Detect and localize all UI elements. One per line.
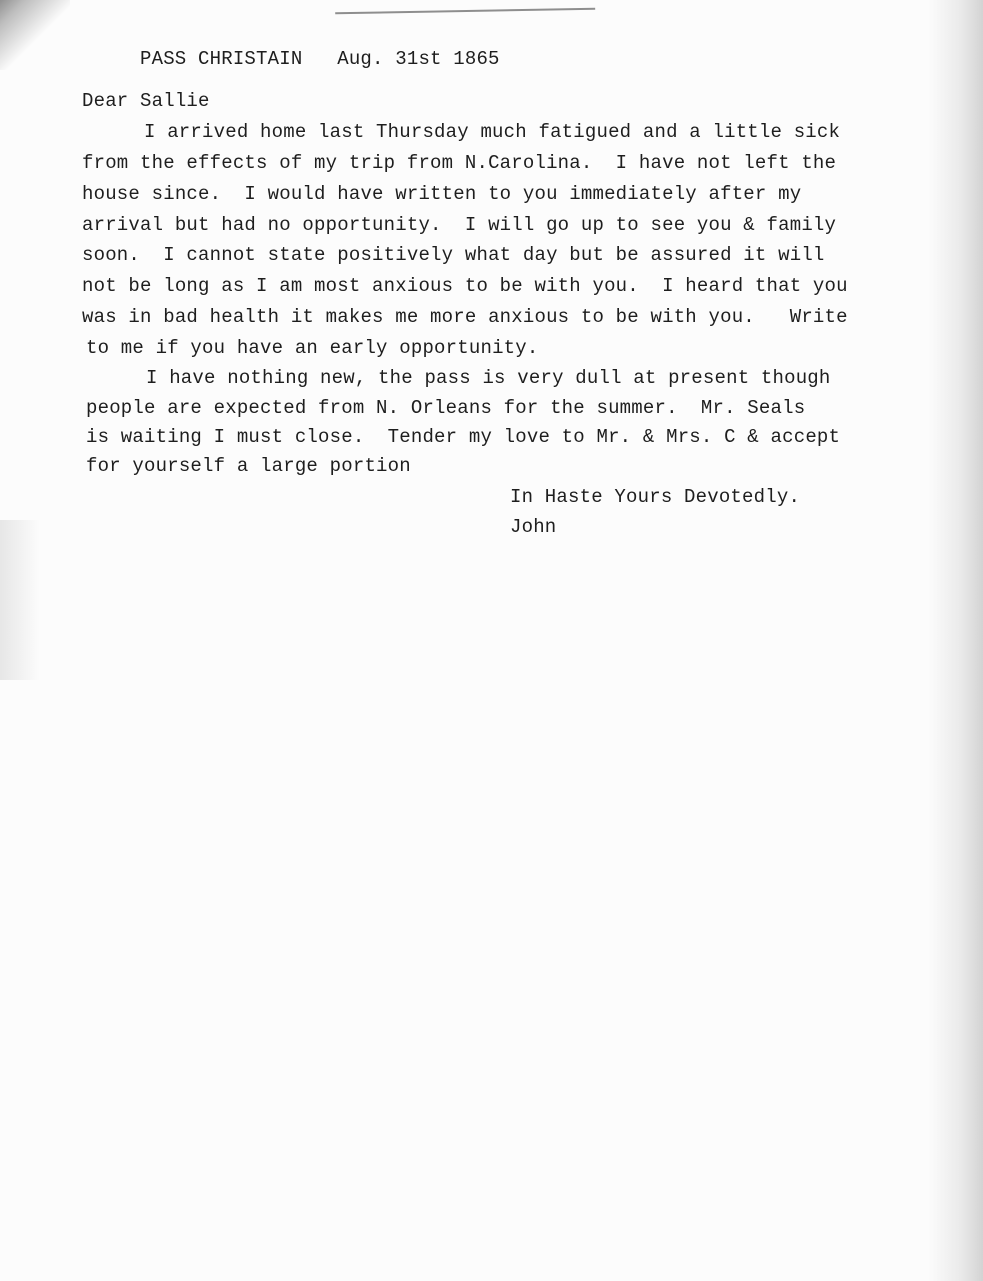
paragraph-1-line: not be long as I am most anxious to be with you. I heard that you bbox=[82, 275, 848, 297]
paragraph-2-line: is waiting I must close. Tender my love to Mr. & Mrs. C & accept bbox=[86, 426, 841, 448]
paragraph-1-line: to me if you have an early opportunity. bbox=[86, 337, 539, 359]
letter-dateline: PASS CHRISTAIN Aug. 31st 1865 bbox=[140, 48, 500, 70]
paragraph-1-line: I arrived home last Thursday much fatigued and a little sick bbox=[144, 121, 841, 143]
paragraph-2-line: for yourself a large portion bbox=[86, 455, 411, 477]
paragraph-1-line: soon. I cannot state positively what day but be assured it will bbox=[82, 244, 825, 266]
letter-closing: In Haste Yours Devotedly. bbox=[510, 486, 801, 508]
paragraph-2-line: people are expected from N. Orleans for the summer. Mr. Seals bbox=[86, 397, 806, 419]
handwritten-scrawl-mark bbox=[335, 0, 595, 14]
scan-shadow-right-edge bbox=[928, 0, 983, 1281]
scan-shadow-corner bbox=[0, 0, 70, 70]
letter-signature: John bbox=[510, 516, 557, 538]
paragraph-1-line: was in bad health it makes me more anxious to be with you. Write bbox=[82, 306, 848, 328]
paragraph-2-line: I have nothing new, the pass is very dull at present though bbox=[146, 367, 831, 389]
paragraph-1-line: from the effects of my trip from N.Carolina. I have not left the bbox=[82, 152, 837, 174]
paragraph-1-line: arrival but had no opportunity. I will go up to see you & family bbox=[82, 214, 837, 236]
letter-salutation: Dear Sallie bbox=[82, 90, 210, 112]
scan-smudge-left bbox=[0, 520, 40, 680]
paragraph-1-line: house since. I would have written to you immediately after my bbox=[82, 183, 802, 205]
